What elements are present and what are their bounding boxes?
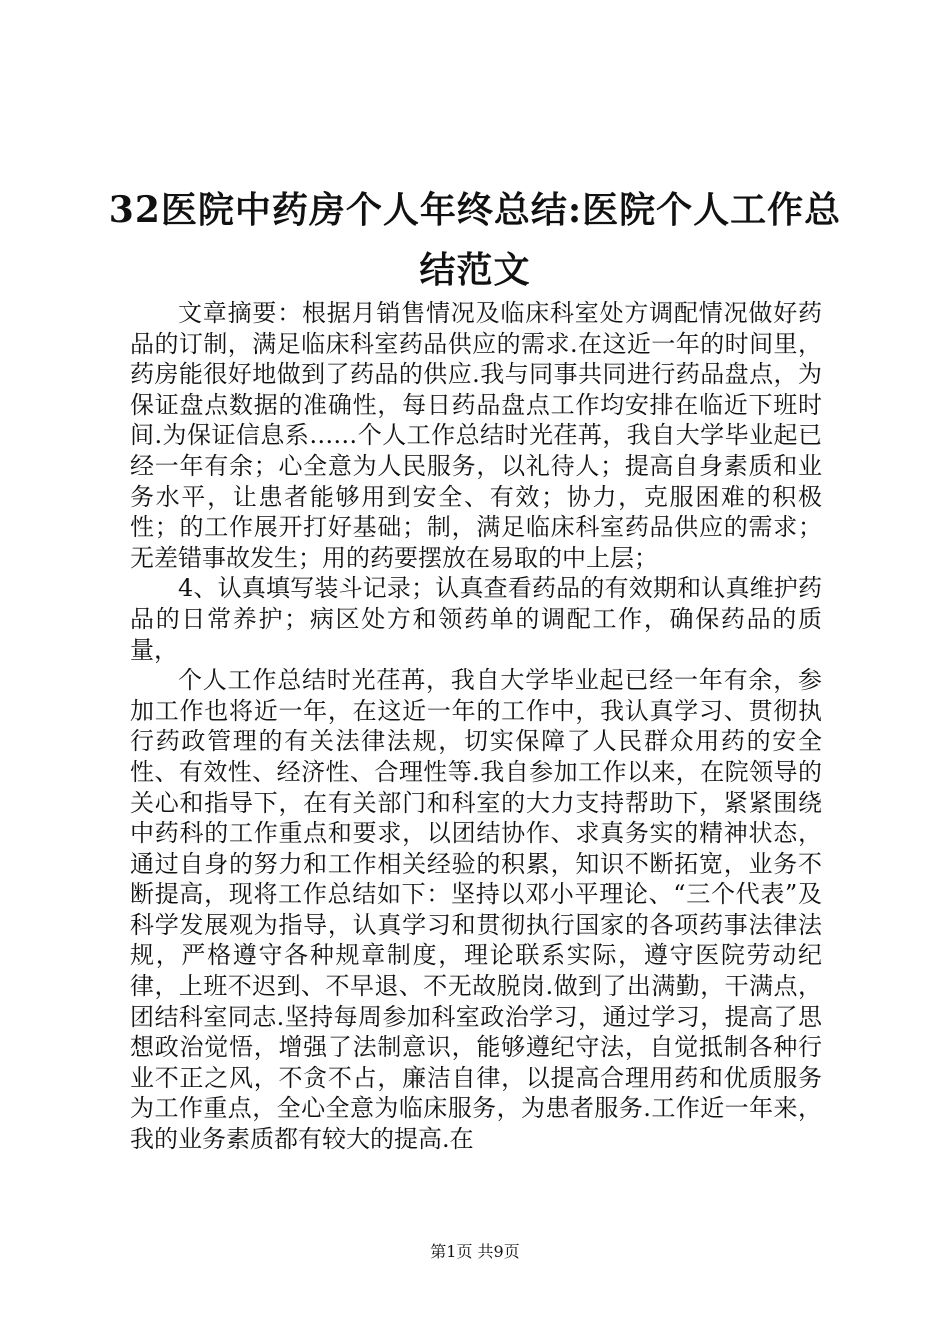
document-title-line-2: 结范文 [419,249,531,291]
document-body [130,298,822,1155]
paragraph-item-4: 4、认真填写装斗记录；认真查看药品的有效期和认真维护药品的日常养护；病区处方和领药单的调配工作，确保药品的质量， [130,574,822,664]
document-title-line-1: 32医院中药房个人年终总结:医院个人工作总 [108,189,842,231]
paragraph-abstract: 文章摘要：根据月销售情况及临床科室处方调配情况做好药品的订制，满足临床科室药品供应的需求.在这近一年的时间里，药房能很好地做到了药品的供应.我与同事共同进行药品盘点，为保证盘点数据的准确性，每日药品盘点工作均安排在临近下班时间.为保证信息系……个人工作总结时光荏苒，我自大学毕业起已经一年有余；心全意为人民服务，以礼待人；提高自身素质和业务水平，让患者能够用到安全、有效；协力，克服困难的积极性；的工作展开打好基础；制，满足临床科室药品供应的需求；无差错事故发生；用的药要摆放在易取的中上层； [130,299,822,572]
page-number-footer: 第1页 共9页 [430,1242,520,1261]
paragraph-summary: 个人工作总结时光荏苒，我自大学毕业起已经一年有余，参加工作也将近一年，在这近一年的工作中，我认真学习、贯彻执行药政管理的有关法律法规，切实保障了人民群众用药的安全性、有效性、经济性、合理性等.我自参加工作以来，在院领导的关心和指导下，在有关部门和科室的大力支持帮助下，紧紧围绕中药科的工作重点和要求，以团结协作、求真务实的精神状态，通过自身的努力和工作相关经验的积累，知识不断拓宽，业务不断提高，现将工作总结如下：坚持以邓小平理论、“三个代表”及科学发展观为指导，认真学习和贯彻执行国家的各项药事法律法规，严格遵守各种规章制度，理论联系实际，遵守医院劳动纪律，上班不迟到、不早退、不无故脱岗.做到了出满勤，干满点，团结科室同志.坚持每周参加科室政治学习，通过学习，提高了思想政治觉悟，增强了法制意识，能够遵纪守法，自觉抵制各种行业不正之风，不贪不占，廉洁自律，以提高合理用药和优质服务为工作重点，全心全意为临床服务，为患者服务.工作近一年来，我的业务素质都有较大的提高.在 [130,666,822,1154]
